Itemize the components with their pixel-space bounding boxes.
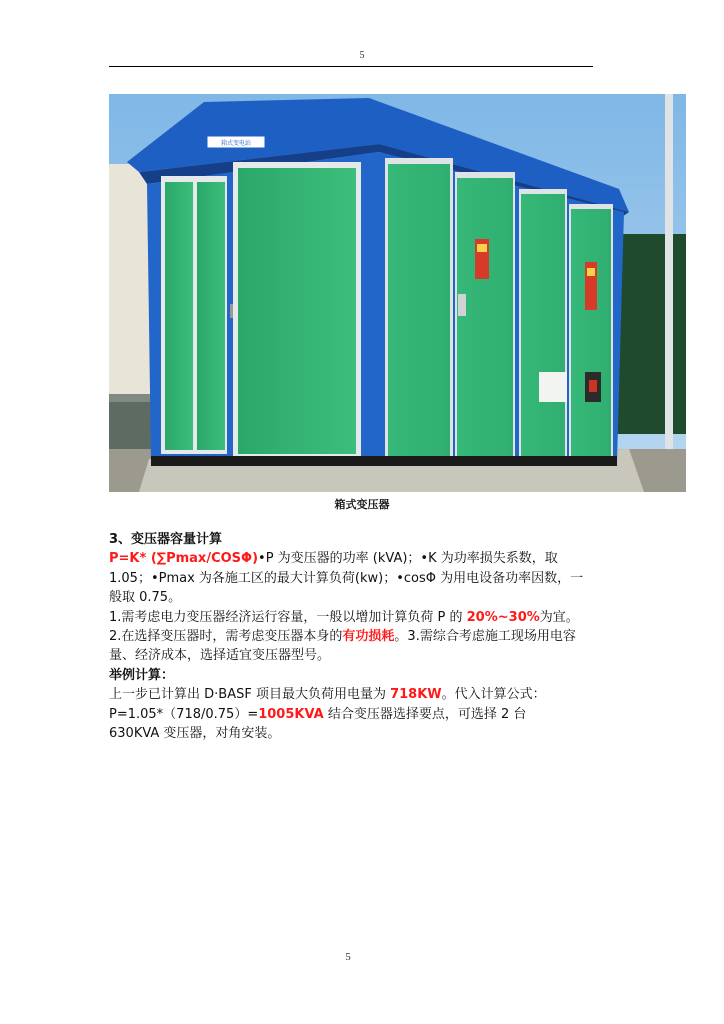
example-2-text: P=1.05*（718/0.75）= (109, 706, 259, 722)
section-heading: 3、变压器容量计算 (109, 532, 223, 547)
formula-desc-2: 1.05；•Pmax 为各施工区的最大计算负荷(kw)；•cosΦ 为用电设备功率因数，一 (109, 570, 584, 586)
example-heading: 举例计算： (109, 667, 175, 683)
example-1-text: 上一步已计算出 D·BASF 项目最大负荷用电量为 (109, 687, 391, 703)
transformer-photo (109, 94, 686, 492)
sign-text: 箱式变电站 (220, 140, 252, 147)
example-line-3: 630KVA 变压器，对角安装。 (109, 726, 281, 742)
formula: P=K* (∑Pmax/COSΦ) (109, 551, 259, 567)
section-content (109, 530, 629, 743)
header-page-number: 5 (359, 50, 365, 61)
example-1-end: 。代入计算公式： (441, 687, 546, 703)
note-1-text: 1.需考虑电力变压器经济运行容量，一般以增加计算负荷 P 的 (109, 609, 467, 625)
footer-page-number: 5 (345, 951, 351, 963)
header-rule (109, 66, 593, 67)
note-1-highlight: 20%~30% (466, 609, 540, 625)
note-1-end: 为宜。 (539, 609, 579, 625)
note-1 (109, 608, 629, 627)
note-2-end: 。3.需综合考虑施工现场用电容 (394, 629, 576, 645)
formula-paragraph (109, 549, 629, 568)
example-line-2 (109, 705, 629, 724)
example-2-highlight: 1005KVA (258, 706, 324, 722)
example-2-end: 结合变压器选择要点，可选择 2 台 (323, 706, 527, 722)
note-2-continued: 量、经济成本，选择适宜变压器型号。 (109, 648, 331, 664)
note-2 (109, 627, 629, 646)
note-2-text: 2.在选择变压器时，需考虑变压器本身的 (109, 629, 343, 645)
formula-desc-3: 般取 0.75。 (109, 590, 182, 606)
figure-caption: 箱式变压器 (334, 498, 390, 511)
example-line-1 (109, 685, 629, 704)
formula-desc-1: •P 为变压器的功率 (kVA)；•K 为功率损失系数，取 (258, 551, 558, 567)
note-2-highlight: 有功损耗 (342, 629, 395, 645)
example-1-highlight: 718KW (390, 687, 442, 703)
